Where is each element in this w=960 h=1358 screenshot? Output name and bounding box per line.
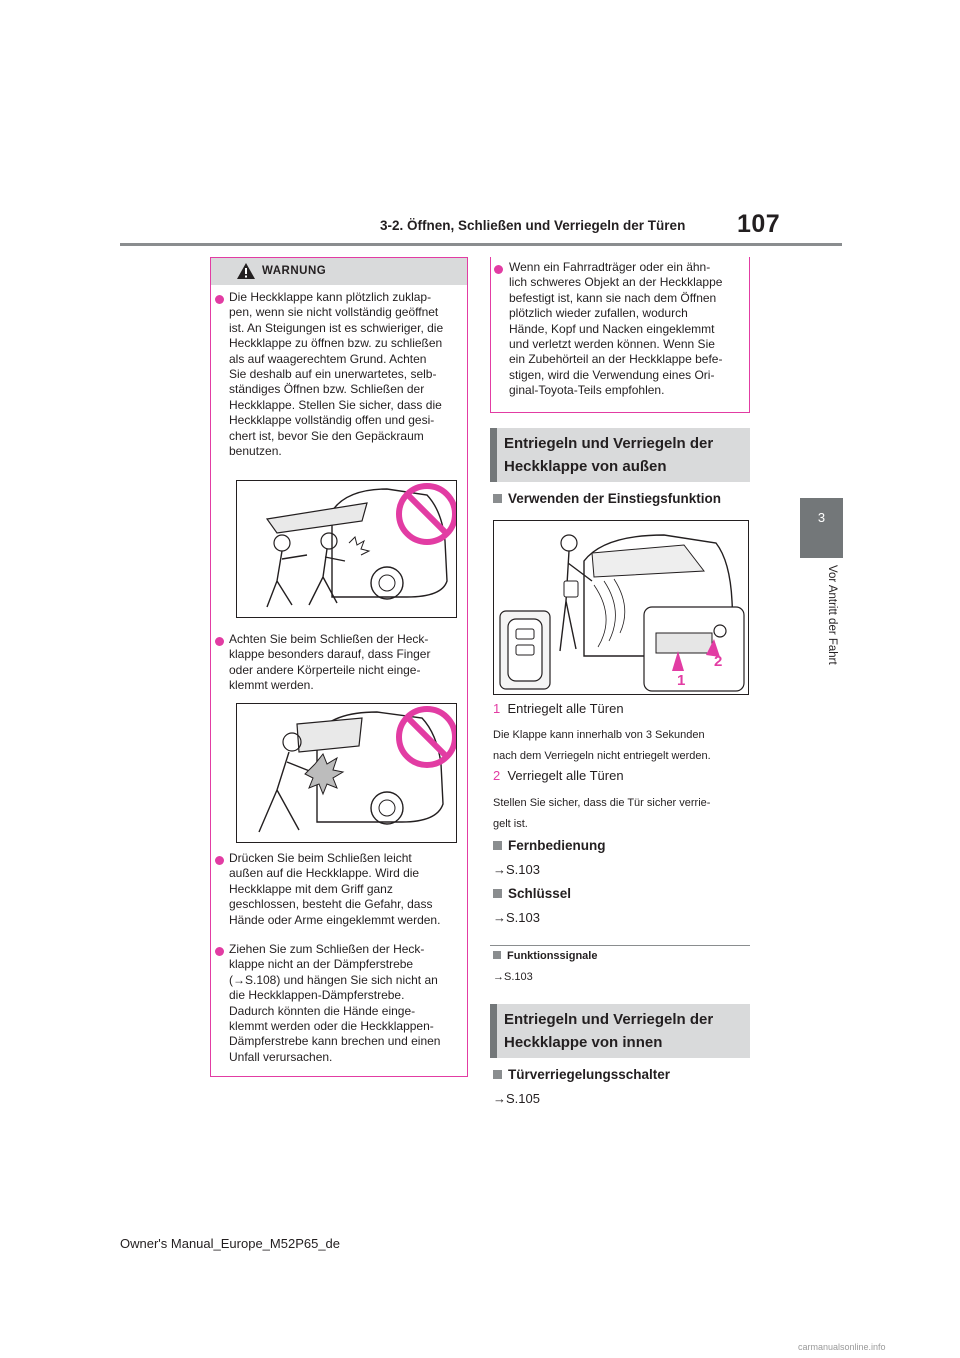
- warning-bullet-3: Drücken Sie beim Schließen leicht außen auf die Heckklappe. Wird die Heckklappe mit dem Griff ganz geschlossen, besteht die Gefahr, dass Hände oder Arme eingeklemmt werden.: [229, 851, 441, 927]
- subheading-signals: Funktionssignale: [493, 950, 597, 962]
- warning-title: WARNUNG: [262, 265, 327, 277]
- step-1-note: Die Klappe kann innerhalb von 3 Sekunden nach dem Verriegeln nicht entriegelt werden.: [493, 729, 711, 762]
- ref-key[interactable]: →S.103: [493, 910, 540, 925]
- header-rule: [120, 243, 842, 246]
- heading-outside: Entriegeln und Verriegeln der Heckklappe von außen: [490, 428, 750, 482]
- finger-pinch-illustration: [236, 703, 457, 843]
- warning-bullet-4: Ziehen Sie zum Schließen der Heck- klappe nicht an der Dämpferstrebe (→S.108) und hängen Sie sich nicht an die Heckklappen-Dämpferstrebe. Dadurch könnten die Hände einge- klemmt werden oder die Heckklappen- Dämpferstrebe kann brechen und einen Unfall verursachen.: [229, 942, 441, 1064]
- callout-1: 1: [677, 672, 686, 689]
- divider: [490, 945, 750, 946]
- subheading-key: Schlüssel: [493, 886, 571, 901]
- heading-inside: Entriegeln und Verriegeln der Heckklappe von innen: [490, 1004, 750, 1058]
- warning-bullet-2: Achten Sie beim Schließen der Heck- klappe besonders darauf, dass Finger oder andere Körperteile nicht einge- klemmt werden.: [229, 632, 431, 693]
- subheading-entry-function: Verwenden der Einstiegsfunktion: [493, 491, 721, 506]
- warning-bullet-5: Wenn ein Fahrradträger oder ein ähn- lich schweres Objekt an der Heckklappe befestigt ist, kann sie nach dem Öffnen plötzlich wieder zufallen, wodurch Hände, Kopf und Nacken eingeklemmt und verletzt werden können. Wenn Sie ein Zubehörteil an der Heckklappe befe- stigen, wird die Verwendung eines Ori- ginal-Toyota-Teils empfohlen.: [509, 260, 723, 398]
- warning-bullet-1: Die Heckklappe kann plötzlich zuklap- pen, wenn sie nicht vollständig geöffnet ist. An Steigungen ist es schwieriger, die Heckklappe zu öffnen bzw. zu schließen als auf waagerechtem Grund. Achten Sie deshalb auf ein unerwartetes, selb- ständiges Öffnen bzw. Schließen der Heckklappe. Stellen Sie sicher, dass die Heckklappe vollständig offen und gesi- chert ist, bevor Sie den Gepäckraum benutzen.: [229, 290, 444, 459]
- footer-text: Owner's Manual_Europe_M52P65_de: [120, 1236, 341, 1251]
- step-1: 1 Entriegelt alle Türen: [493, 701, 624, 716]
- bullet-icon: [215, 295, 224, 304]
- bullet-icon: [215, 947, 224, 956]
- page-number: 107: [737, 210, 781, 238]
- step-2: 2 Verriegelt alle Türen: [493, 768, 624, 783]
- entry-function-illustration: [493, 520, 749, 695]
- ref-door-lock-switch[interactable]: →S.105: [493, 1091, 540, 1106]
- watermark: carmanualsonline.info: [798, 1342, 886, 1352]
- ref-signals[interactable]: →S.103: [493, 971, 533, 983]
- bullet-icon: [215, 856, 224, 865]
- chapter-label: Vor Antritt der Fahrt: [826, 565, 838, 665]
- warning-triangle-icon: [236, 262, 256, 280]
- tailgate-falling-illustration: [236, 480, 457, 618]
- callout-2: 2: [714, 653, 723, 670]
- step-2-note: Stellen Sie sicher, dass die Tür sicher verrie- gelt ist.: [493, 797, 711, 830]
- subheading-door-lock-switch: Türverriegelungsschalter: [493, 1067, 670, 1082]
- bullet-icon: [215, 637, 224, 646]
- bullet-icon: [494, 265, 503, 274]
- section-title: 3-2. Öffnen, Schließen und Verriegeln der Türen: [380, 218, 686, 233]
- ref-remote[interactable]: →S.103: [493, 862, 540, 877]
- subheading-remote: Fernbedienung: [493, 838, 606, 853]
- chapter-number: 3: [817, 510, 826, 525]
